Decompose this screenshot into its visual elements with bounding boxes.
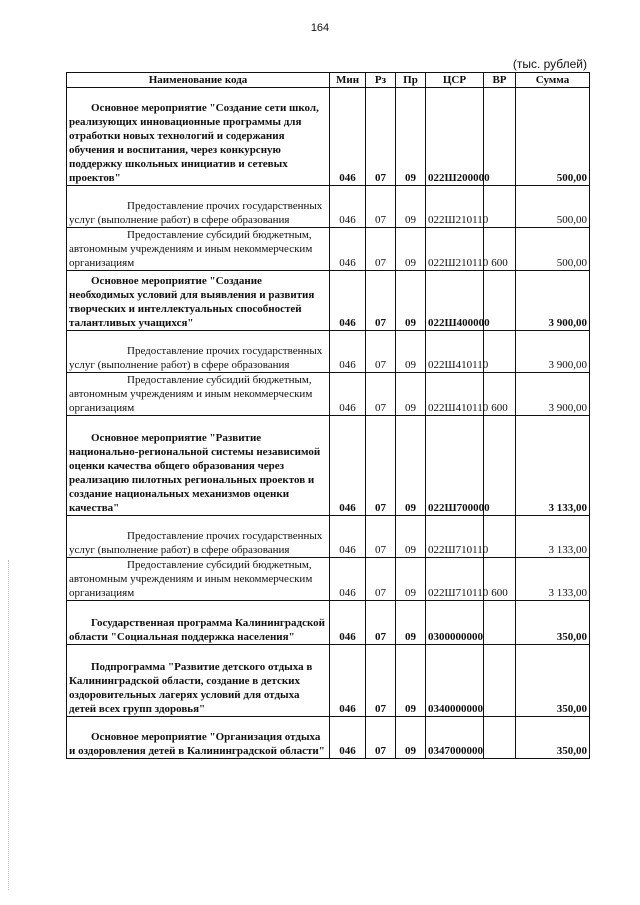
row-name: Основное мероприятие "Организация отдыха и оздоровления детей в Калининградской области" (69, 731, 325, 757)
row-vr (484, 516, 516, 558)
row-name: Предоставление прочих государственных услуг (выполнение работ) в сфере образования (69, 200, 323, 226)
table-header-row (67, 73, 590, 88)
row-rz: 07 (366, 373, 396, 416)
row-rz: 07 (366, 228, 396, 271)
row-min: 046 (330, 601, 366, 645)
row-csr: 022Ш410110 (426, 373, 484, 416)
row-name: Предоставление субсидий бюджетным, автономным учреждениям и иным некоммерческим организациям (69, 559, 313, 599)
table-row (67, 516, 590, 558)
row-rz: 07 (366, 516, 396, 558)
row-pr: 09 (396, 186, 426, 228)
row-vr (484, 717, 516, 759)
row-csr: 022Ш710110 (426, 558, 484, 601)
table-row (67, 373, 590, 416)
row-csr: 022Ш210110 (426, 186, 484, 228)
row-vr: 600 (484, 228, 516, 271)
row-name: Основное мероприятие "Развитие национально-региональной системы независимой оценки качества общего образования через реализацию пилотных региональных проектов и создание национальных механизмов оценки качества" (69, 432, 321, 514)
row-name: Основное мероприятие "Создание необходимых условий для выявления и развития творческих и интеллектуальных способностей талантливых учащихся" (69, 275, 315, 329)
budget-table (66, 72, 590, 759)
row-pr: 09 (396, 558, 426, 601)
row-min: 046 (330, 645, 366, 717)
header-pr: Пр (396, 73, 426, 88)
row-min: 046 (330, 88, 366, 186)
row-min: 046 (330, 416, 366, 516)
row-rz: 07 (366, 601, 396, 645)
row-pr: 09 (396, 601, 426, 645)
header-csr: ЦСР (426, 73, 484, 88)
row-csr: 022Ш200000 (426, 88, 484, 186)
row-pr: 09 (396, 228, 426, 271)
row-pr: 09 (396, 331, 426, 373)
table-row (67, 331, 590, 373)
row-sum: 350,00 (516, 645, 590, 717)
row-min: 046 (330, 331, 366, 373)
row-min: 046 (330, 271, 366, 331)
row-rz: 07 (366, 331, 396, 373)
header-name: Наименование кода (67, 73, 330, 88)
scan-edge-marks (8, 560, 10, 890)
row-csr: 022Ш700000 (426, 416, 484, 516)
row-min: 046 (330, 373, 366, 416)
row-csr: 0347000000 (426, 717, 484, 759)
row-vr (484, 416, 516, 516)
row-pr: 09 (396, 416, 426, 516)
table-row (67, 717, 590, 759)
row-csr: 022Ш400000 (426, 271, 484, 331)
row-pr: 09 (396, 516, 426, 558)
row-vr (484, 88, 516, 186)
row-sum: 500,00 (516, 228, 590, 271)
row-rz: 07 (366, 558, 396, 601)
row-vr (484, 186, 516, 228)
table-row (67, 186, 590, 228)
row-rz: 07 (366, 416, 396, 516)
row-min: 046 (330, 558, 366, 601)
row-vr (484, 331, 516, 373)
table-row (67, 601, 590, 645)
row-sum: 3 133,00 (516, 516, 590, 558)
row-sum: 3 133,00 (516, 558, 590, 601)
header-sum: Сумма (516, 73, 590, 88)
units-label: (тыс. рублей) (512, 57, 587, 71)
row-sum: 350,00 (516, 601, 590, 645)
row-sum: 500,00 (516, 186, 590, 228)
row-sum: 3 900,00 (516, 271, 590, 331)
row-rz: 07 (366, 186, 396, 228)
row-pr: 09 (396, 717, 426, 759)
row-min: 046 (330, 717, 366, 759)
row-vr (484, 645, 516, 717)
row-csr: 022Ш210110 (426, 228, 484, 271)
page-number: 164 (310, 22, 330, 34)
row-rz: 07 (366, 717, 396, 759)
header-min: Мин (330, 73, 366, 88)
header-rz: Рз (366, 73, 396, 88)
row-csr: 0340000000 (426, 645, 484, 717)
row-name: Предоставление прочих государственных услуг (выполнение работ) в сфере образования (69, 530, 323, 556)
row-sum: 3 900,00 (516, 331, 590, 373)
row-min: 046 (330, 516, 366, 558)
row-pr: 09 (396, 88, 426, 186)
row-vr: 600 (484, 373, 516, 416)
row-sum: 500,00 (516, 88, 590, 186)
row-min: 046 (330, 186, 366, 228)
table-row (67, 558, 590, 601)
table-row (67, 645, 590, 717)
row-csr: 022Ш710110 (426, 516, 484, 558)
table-row (67, 416, 590, 516)
row-sum: 3 900,00 (516, 373, 590, 416)
row-name: Государственная программа Калининградской области "Социальная поддержка населения" (69, 617, 326, 643)
row-name: Основное мероприятие "Создание сети школ, реализующих инновационные программы для отработки новых технологий и содержания обучения и воспитания, через конкурсную поддержку школьных инициатив и сетевых проектов" (69, 102, 319, 184)
row-name: Предоставление прочих государственных услуг (выполнение работ) в сфере образования (69, 345, 323, 371)
row-name: Предоставление субсидий бюджетным, автономным учреждениям и иным некоммерческим организациям (69, 374, 313, 414)
row-vr (484, 601, 516, 645)
row-pr: 09 (396, 271, 426, 331)
row-sum: 3 133,00 (516, 416, 590, 516)
header-vr: ВР (484, 73, 516, 88)
table-row (67, 88, 590, 186)
row-vr: 600 (484, 558, 516, 601)
row-rz: 07 (366, 645, 396, 717)
row-name: Подпрограмма "Развитие детского отдыха в Калининградской области, создание в детских оздоровительных лагерях условий для отдыха детей всех групп здоровья" (69, 661, 313, 715)
row-min: 046 (330, 228, 366, 271)
row-sum: 350,00 (516, 717, 590, 759)
row-csr: 0300000000 (426, 601, 484, 645)
row-rz: 07 (366, 88, 396, 186)
row-pr: 09 (396, 373, 426, 416)
row-csr: 022Ш410110 (426, 331, 484, 373)
row-name: Предоставление субсидий бюджетным, автономным учреждениям и иным некоммерческим организациям (69, 229, 313, 269)
table-row (67, 228, 590, 271)
table-row (67, 271, 590, 331)
row-rz: 07 (366, 271, 396, 331)
row-pr: 09 (396, 645, 426, 717)
